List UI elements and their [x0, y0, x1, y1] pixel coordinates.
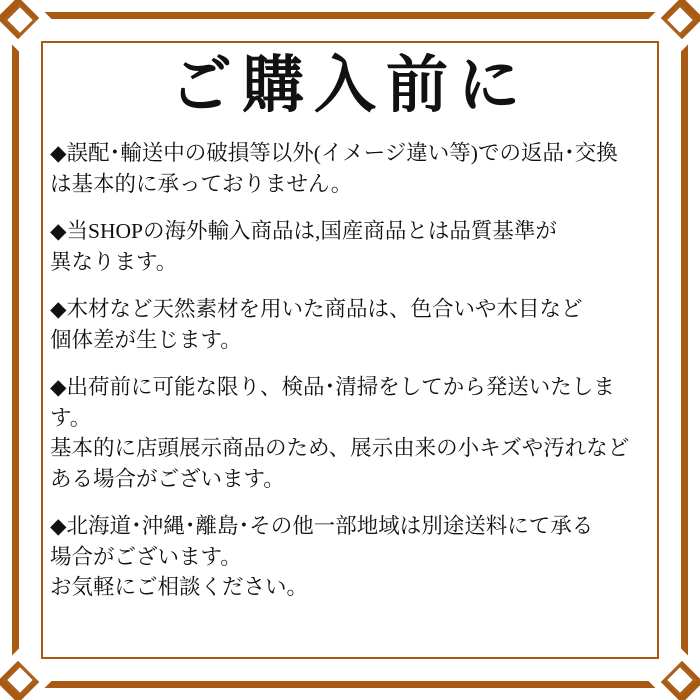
notice-line: ◆出荷前に可能な限り、検品･清掃をしてから発送いたします。 [50, 375, 615, 430]
notice-line: 異なります。 [50, 249, 178, 274]
notice-item [50, 511, 650, 603]
notice-content [42, 34, 658, 666]
notice-line: ◆当SHOPの海外輸入商品は,国産商品とは品質基準が [50, 219, 557, 244]
notice-line: は基本的に承っておりません。 [50, 171, 353, 196]
notice-item [50, 138, 650, 199]
notice-line: 個体差が生じます。 [50, 327, 242, 352]
notice-list [42, 138, 658, 603]
notice-item [50, 294, 650, 355]
notice-line: ある場合がございます。 [50, 466, 285, 491]
notice-line: ◆木材など天然素材を用いた商品は、色合いや木目など [50, 297, 583, 322]
notice-line: ◆北海道･沖縄･離島･その他一部地域は別途送料にて承る [50, 514, 594, 539]
notice-item [50, 216, 650, 277]
notice-item [50, 372, 650, 494]
notice-line: ◆誤配･輸送中の破損等以外(イメージ違い等)での返品･交換 [50, 141, 618, 166]
notice-line: 基本的に店頭展示商品のため、展示由来の小キズや汚れなど [50, 436, 630, 461]
notice-line: お気軽にご相談ください。 [50, 575, 309, 600]
page-title: ご購入前に [169, 52, 530, 120]
notice-line: 場合がございます。 [50, 544, 242, 569]
